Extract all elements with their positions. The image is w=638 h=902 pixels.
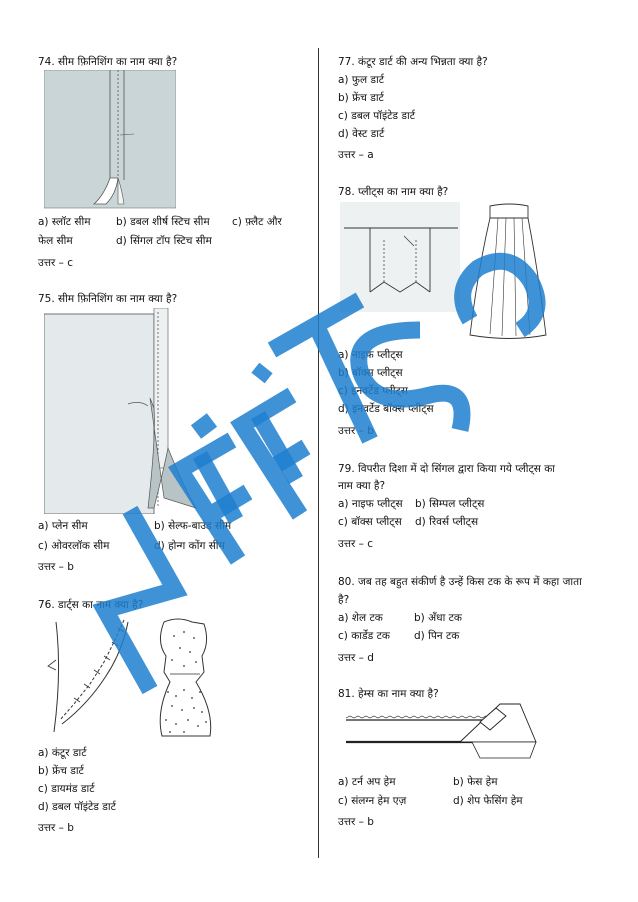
q74-option-d: d) सिंगल टॉप स्टिच सीम [116,235,212,247]
q77-option-a: a) फुल डार्ट [338,74,385,86]
q77-question: 77. कंटूर डार्ट की अन्य भिन्नता क्या है? [338,56,488,68]
q74-option-a: a) स्लॉट सीम [38,216,91,228]
q81-figure [340,702,540,764]
q74-option-c: c) फ़्लैट और [232,216,282,228]
q75-question: 75. सीम फ़िनिशिंग का नाम क्या है? [38,293,178,305]
q80-option-b: b) अँधा टक [414,612,462,624]
q79-option-a: a) नाइफ प्लीट्स [338,498,403,510]
q77-option-c: c) डबल पॉइंटेड डार्ट [338,110,415,122]
q75-option-b: b) सेल्फ-बाउंड सीम [154,520,232,532]
q74-answer: उत्तर – c [38,257,74,269]
q80-option-a: a) शेल टक [338,612,383,624]
q79-question-cont: नाम क्या है? [338,480,386,492]
q81-option-c: c) संलग्न हेम एज़ [338,795,407,807]
q80-question-cont: है? [338,594,350,606]
q79-question: 79. विपरीत दिशा में दो सिंगल द्वारा किया गये प्लीट्स का [338,463,555,475]
q75-option-a: a) प्लेन सीम [38,520,88,532]
q78-option-c: c) इनवर्टेड प्लीट्स [338,385,408,397]
q75-option-d: d) होन्ग कोंग सीम [154,540,225,552]
q74-question: 74. सीम फ़िनिशिंग का नाम क्या है? [38,56,178,68]
q77-option-b: b) फ्रेंच डार्ट [338,92,384,104]
q76-question: 76. डार्ट्स का नाम क्या है? [38,599,144,611]
q80-answer: उत्तर – d [338,652,374,664]
q78-option-d: d) इनवर्टेड बॉक्स प्लीट्स [338,403,434,415]
q78-option-a: a) नाइफ प्लीट्स [338,349,403,361]
q81-answer: उत्तर – b [338,816,374,828]
q81-question: 81. हेम्स का नाम क्या है? [338,688,439,700]
q74-option-b: b) डबल शीर्ष स्टिच सीम [116,216,210,228]
q76-option-d: d) डबल पॉइंटेड डार्ट [38,801,116,813]
q80-question: 80. जब तह बहुत संकीर्ण है उन्हें किस टक के रूप में कहा जाता [338,576,582,588]
q76-option-a: a) कंटूर डार्ट [38,747,87,759]
q78-option-b: b) बॉक्स प्लीट्स [338,367,403,379]
q80-option-d: d) पिन टक [414,630,460,642]
q81-option-b: b) फेस हेम [453,776,498,788]
q75-option-c: c) ओवरलॉक सीम [38,540,110,552]
q75-figure [44,308,200,514]
q79-answer: उत्तर – c [338,538,374,550]
q74-figure [44,70,176,210]
q81-option-a: a) टर्न अप हेम [338,776,396,788]
q74-option-c-cont: फेल सीम [38,235,73,247]
q78-question: 78. प्लीट्स का नाम क्या है? [338,186,449,198]
q75-answer: उत्तर – b [38,561,74,573]
q81-option-d: d) शेप फेसिंग हेम [453,795,523,807]
q76-option-b: b) फ्रेंच डार्ट [38,765,84,777]
q77-option-d: d) वेस्ट डार्ट [338,128,385,140]
q76-answer: उत्तर – b [38,822,74,834]
q80-option-c: c) कार्डेड टक [338,630,390,642]
q76-option-c: c) डायमंड डार्ट [38,783,95,795]
q79-option-c: c) बॉक्स प्लीट्स [338,516,402,528]
q79-option-d: d) रिवर्स प्लीट्स [415,516,479,528]
q76-figure [44,612,240,742]
q78-figure [340,200,550,345]
q77-answer: उत्तर – a [338,149,374,161]
q79-option-b: b) सिम्पल प्लीट्स [415,498,485,510]
column-divider [318,48,319,858]
q78-answer: उत्तर – b [338,425,374,437]
